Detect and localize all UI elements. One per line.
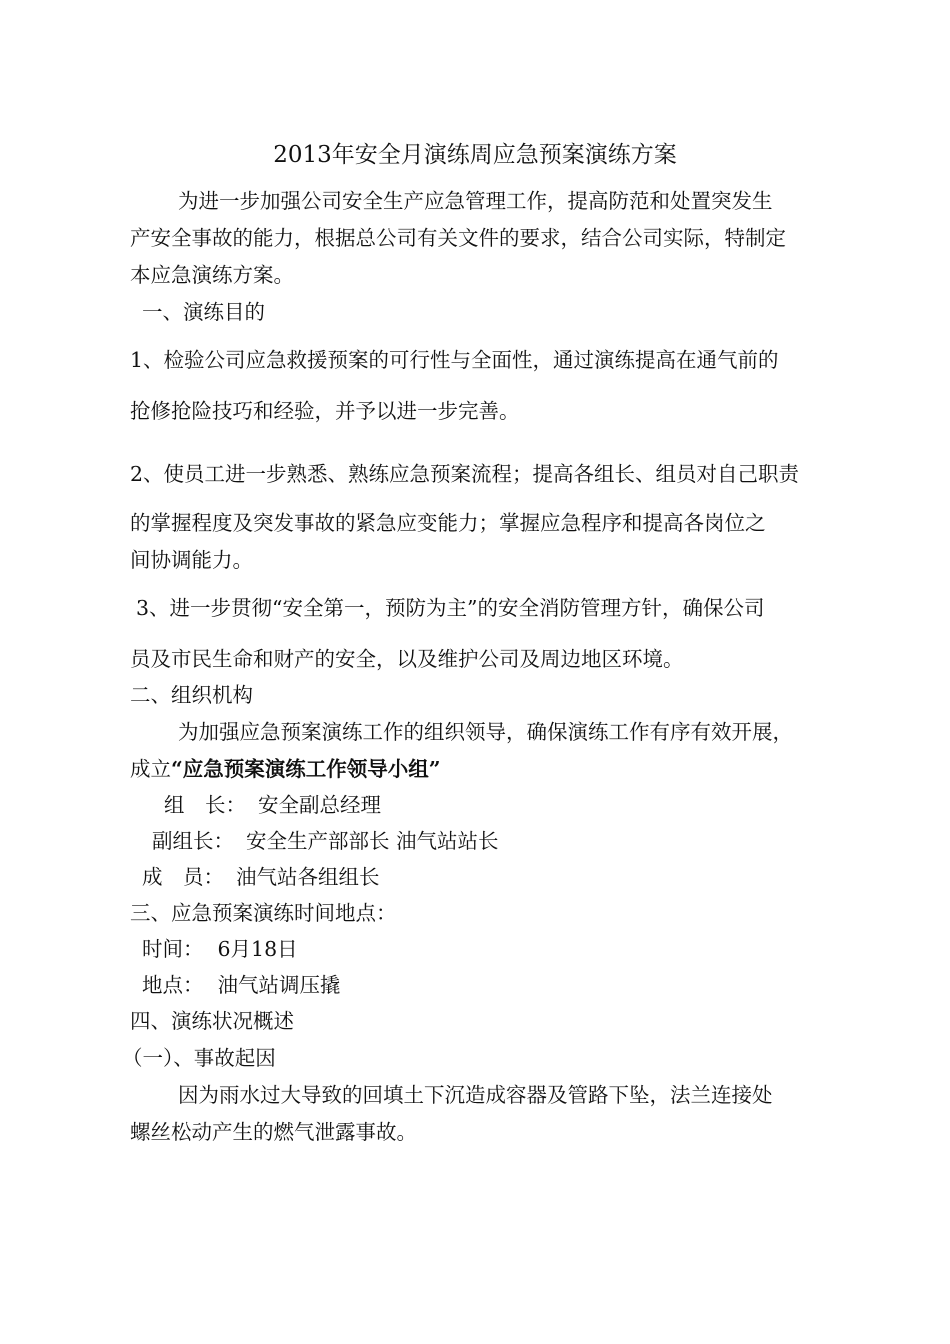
time-row [142,937,298,961]
organization-para-line-1: 为加强应急预案演练工作的组织领导，确保演练工作有序有效开展， [178,720,793,744]
section-heading-overview: 四、演练状况概述 [130,1009,294,1033]
cause-line-2: 螺丝松动产生的燃气泄露事故。 [130,1120,417,1144]
organization-para-prefix: 成立 [130,757,171,781]
organization-para-line-2 [130,757,441,781]
intro-line-2: 产安全事故的能力，根据总公司有关文件的要求，结合公司实际，特制定 [130,226,786,250]
deputy-label: 副组长： [152,829,234,853]
purpose-item-2-line-1: 2、使员工进一步熟悉、熟练应急预案流程；提高各组长、组员对自己职责 [130,462,800,486]
time-value: 6月18日 [217,937,298,961]
leadership-group-name: “应急预案演练工作领导小组” [171,757,441,781]
place-label: 地点： [142,973,204,997]
deputy-row [152,829,499,853]
subheading-cause: （一）、事故起因 [122,1046,276,1070]
place-row [142,973,341,997]
purpose-item-2-line-2: 的掌握程度及突发事故的紧急应变能力；掌握应急程序和提高各岗位之 [130,511,766,535]
purpose-item-1-line-2: 抢修抢险技巧和经验，并予以进一步完善。 [130,399,520,423]
intro-line-1: 为进一步加强公司安全生产应急管理工作，提高防范和处置突发生 [178,189,773,213]
purpose-item-1-line-1: 1、检验公司应急救援预案的可行性与全面性，通过演练提高在通气前的 [130,348,779,372]
section-heading-organization: 二、组织机构 [130,683,253,707]
leader-value: 安全副总经理 [258,793,381,817]
intro-line-3: 本应急演练方案。 [130,263,294,287]
section-heading-purpose: 一、演练目的 [142,300,265,324]
leader-row [164,793,381,817]
purpose-item-3-line-1: 3、进一步贯彻“安全第一，预防为主”的安全消防管理方针，确保公司 [136,596,765,620]
place-value: 油气站调压撬 [217,973,341,997]
deputy-value: 安全生产部部长 油气站站长 [246,829,499,853]
time-label: 时间： [142,937,204,961]
members-label: 成 员： [142,865,224,889]
section-heading-time-place: 三、应急预案演练时间地点： [130,901,397,925]
members-value: 油气站各组组长 [236,865,380,889]
members-row [142,865,380,889]
document-title: 2013年安全月演练周应急预案演练方案 [273,142,677,168]
purpose-item-3-line-2: 员及市民生命和财产的安全，以及维护公司及周边地区环境。 [130,647,684,671]
cause-line-1: 因为雨水过大导致的回填土下沉造成容器及管路下坠，法兰连接处 [178,1083,773,1107]
purpose-item-2-line-3: 间协调能力。 [130,548,253,572]
leader-label: 组 长： [164,793,246,817]
